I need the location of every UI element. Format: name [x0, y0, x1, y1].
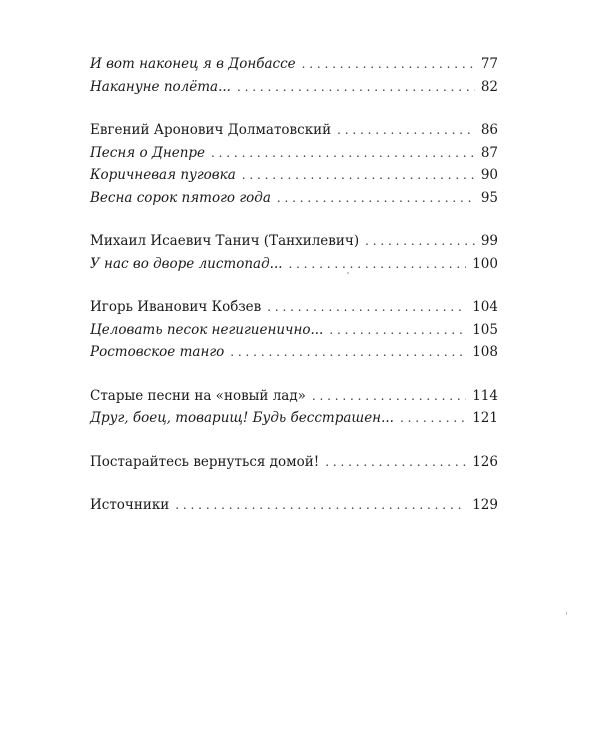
- dot-leader: [325, 451, 466, 474]
- toc-entry-page-number: 114: [472, 387, 498, 404]
- dot-leader: [312, 385, 466, 408]
- toc-entry-page-number: 77: [480, 56, 498, 72]
- toc-entry: [90, 451, 498, 474]
- toc-entry: [90, 164, 498, 187]
- dot-leader: [337, 119, 475, 142]
- toc-section: [90, 296, 498, 364]
- table-of-contents: [90, 53, 498, 538]
- dot-leader: [237, 76, 475, 99]
- toc-entry: [90, 230, 498, 253]
- toc-entry-title: У нас во дворе листопад...: [90, 255, 283, 272]
- toc-entry-page-number: 105: [472, 321, 498, 338]
- dot-leader: [289, 253, 467, 276]
- dot-leader: [230, 341, 466, 364]
- toc-entry-title: Ростовское танго: [90, 344, 225, 360]
- toc-entry: [90, 494, 498, 517]
- dot-leader: [175, 494, 466, 517]
- toc-entry: [90, 142, 498, 165]
- toc-entry: [90, 319, 498, 342]
- print-speck: [566, 612, 567, 615]
- toc-entry-page-number: 87: [480, 144, 498, 161]
- toc-entry: [90, 296, 498, 319]
- toc-entry-title: Игорь Иванович Кобзев: [90, 299, 262, 315]
- toc-section: [90, 53, 498, 98]
- toc-entry: [90, 253, 498, 276]
- toc-entry-page-number: 86: [480, 122, 498, 138]
- toc-entry-page-number: 108: [472, 344, 498, 360]
- toc-section: [90, 119, 498, 209]
- toc-entry-page-number: 100: [472, 255, 498, 272]
- dot-leader: [242, 164, 475, 187]
- toc-entry-title: Источники: [90, 497, 170, 513]
- toc-entry-page-number: 99: [480, 233, 498, 249]
- toc-entry-page-number: 95: [480, 189, 498, 206]
- toc-entry-title: Евгений Аронович Долматовский: [90, 122, 332, 138]
- dot-leader: [211, 142, 475, 165]
- toc-entry-title: Песня о Днепре: [90, 144, 206, 161]
- toc-section: [90, 230, 498, 275]
- toc-entry-title: Михаил Исаевич Танич (Танхилевич): [90, 233, 360, 249]
- toc-entry-page-number: 90: [480, 167, 498, 183]
- toc-entry-page-number: 104: [472, 299, 498, 315]
- toc-entry-title: И вот наконец я в Донбассе: [90, 56, 296, 72]
- dot-leader: [277, 187, 475, 210]
- toc-entry-title: Друг, боец, товарищ! Будь бесстрашен...: [90, 410, 394, 426]
- toc-entry: [90, 341, 498, 364]
- toc-entry: [90, 119, 498, 142]
- toc-entry-title: Накануне полёта...: [90, 78, 231, 95]
- toc-entry-title: Целовать песок негигиенично...: [90, 321, 324, 338]
- dot-leader: [365, 230, 475, 253]
- dot-leader: [329, 319, 466, 342]
- toc-entry: [90, 53, 498, 76]
- toc-section: [90, 451, 498, 474]
- toc-entry-page-number: 82: [480, 78, 498, 95]
- toc-entry-title: Старые песни на «новый лад»: [90, 387, 306, 404]
- dot-leader: [400, 407, 466, 430]
- toc-entry: [90, 76, 498, 99]
- print-speck: [347, 272, 349, 274]
- toc-entry-title: Коричневая пуговка: [90, 167, 236, 183]
- toc-entry: [90, 187, 498, 210]
- toc-entry-title: Весна сорок пятого года: [90, 189, 271, 206]
- toc-section: [90, 494, 498, 517]
- toc-entry-page-number: 126: [472, 453, 498, 470]
- toc-entry-title: Постарайтесь вернуться домой!: [90, 453, 320, 470]
- toc-entry-page-number: 121: [472, 410, 498, 426]
- toc-entry: [90, 407, 498, 430]
- toc-section: [90, 385, 498, 430]
- dot-leader: [267, 296, 466, 319]
- toc-entry: [90, 385, 498, 408]
- toc-entry-page-number: 129: [472, 497, 498, 513]
- dot-leader: [302, 53, 475, 76]
